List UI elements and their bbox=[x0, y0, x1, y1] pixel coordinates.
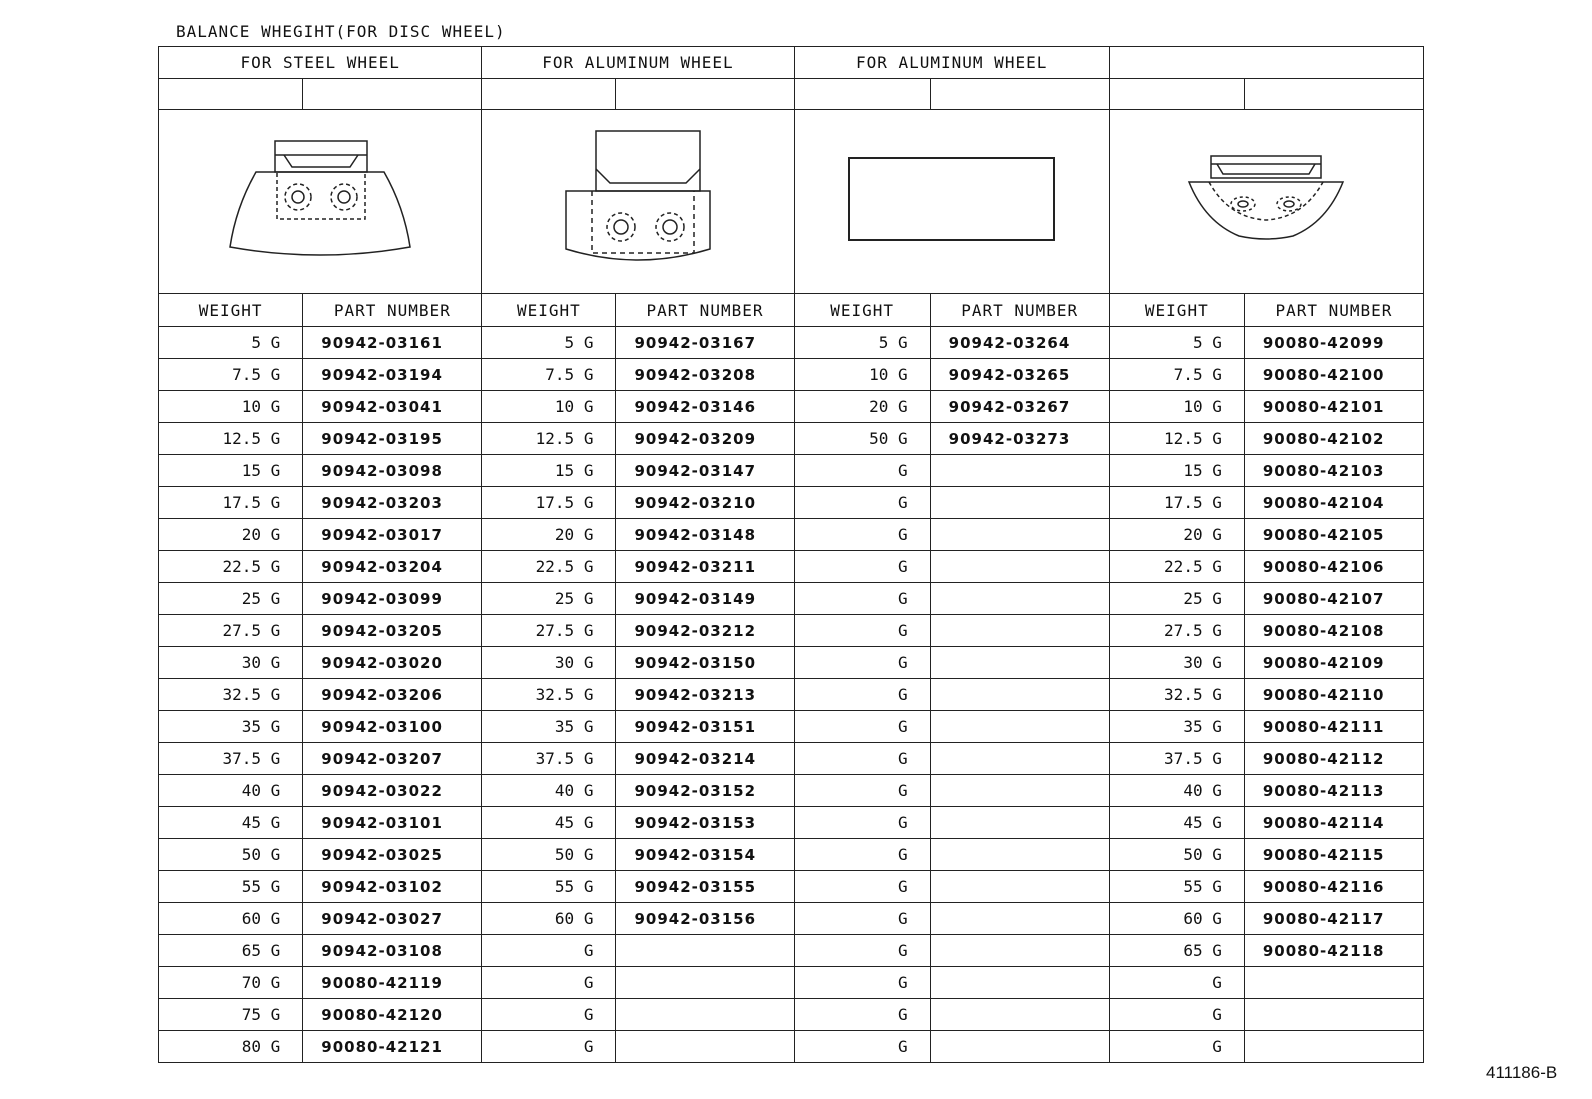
part-number-cell: 90942-03210 bbox=[616, 487, 794, 519]
weight-cell: 55 G bbox=[159, 871, 303, 903]
part-number-cell bbox=[1244, 967, 1423, 999]
weight-cell: 60 G bbox=[159, 903, 303, 935]
part-number-cell: 90080-42117 bbox=[1244, 903, 1423, 935]
weight-cell: 10 G bbox=[482, 391, 616, 423]
part-number-cell bbox=[930, 743, 1109, 775]
weight-cell: 30 G bbox=[1109, 647, 1244, 679]
table-row bbox=[159, 967, 1424, 999]
table-row bbox=[159, 647, 1424, 679]
weight-cell: 22.5 G bbox=[1109, 551, 1244, 583]
weight-cell: G bbox=[794, 647, 930, 679]
table-row bbox=[159, 807, 1424, 839]
weight-cell: 17.5 G bbox=[482, 487, 616, 519]
weight-cell: 17.5 G bbox=[1109, 487, 1244, 519]
weight-cell: G bbox=[794, 583, 930, 615]
weight-cell: 27.5 G bbox=[159, 615, 303, 647]
part-number-cell: 90942-03167 bbox=[616, 327, 794, 359]
weight-cell: 7.5 G bbox=[159, 359, 303, 391]
part-number-cell: 90942-03267 bbox=[930, 391, 1109, 423]
part-number-cell: 90080-42110 bbox=[1244, 679, 1423, 711]
part-number-cell: 90942-03264 bbox=[930, 327, 1109, 359]
blank-cell bbox=[794, 79, 930, 110]
weight-cell: G bbox=[794, 967, 930, 999]
part-number-cell bbox=[930, 551, 1109, 583]
weight-cell: 22.5 G bbox=[159, 551, 303, 583]
adhesive-weight-icon bbox=[846, 155, 1058, 245]
part-number-cell: 90942-03020 bbox=[303, 647, 482, 679]
weight-cell: 15 G bbox=[159, 455, 303, 487]
weight-cell: 27.5 G bbox=[1109, 615, 1244, 647]
aluminum-clip-weight-illustration bbox=[482, 110, 794, 294]
part-number-cell bbox=[930, 775, 1109, 807]
weight-cell: 60 G bbox=[1109, 903, 1244, 935]
weight-cell: 45 G bbox=[1109, 807, 1244, 839]
part-number-cell: 90080-42114 bbox=[1244, 807, 1423, 839]
part-number-cell: 90942-03194 bbox=[303, 359, 482, 391]
weight-cell: 10 G bbox=[1109, 391, 1244, 423]
part-number-cell: 90942-03147 bbox=[616, 455, 794, 487]
weight-cell: G bbox=[794, 615, 930, 647]
part-number-cell: 90942-03205 bbox=[303, 615, 482, 647]
weight-cell: 20 G bbox=[159, 519, 303, 551]
weight-cell: G bbox=[794, 743, 930, 775]
table-row bbox=[159, 903, 1424, 935]
part-number-cell: 90080-42107 bbox=[1244, 583, 1423, 615]
part-number-cell: 90080-42100 bbox=[1244, 359, 1423, 391]
weight-cell: 50 G bbox=[1109, 839, 1244, 871]
weight-cell: 50 G bbox=[159, 839, 303, 871]
weight-cell: G bbox=[794, 519, 930, 551]
part-number-cell: 90942-03155 bbox=[616, 871, 794, 903]
weight-rows bbox=[159, 327, 1424, 1063]
weight-cell: 20 G bbox=[482, 519, 616, 551]
table-row bbox=[159, 519, 1424, 551]
part-number-cell: 90942-03102 bbox=[303, 871, 482, 903]
weight-cell: G bbox=[794, 871, 930, 903]
part-number-cell bbox=[616, 1031, 794, 1063]
part-number-cell: 90080-42106 bbox=[1244, 551, 1423, 583]
part-number-cell bbox=[930, 487, 1109, 519]
weight-cell: 12.5 G bbox=[159, 423, 303, 455]
weight-cell: G bbox=[482, 999, 616, 1031]
part-number-cell bbox=[930, 903, 1109, 935]
part-number-cell: 90942-03153 bbox=[616, 807, 794, 839]
weight-cell: 50 G bbox=[482, 839, 616, 871]
document-title: BALANCE WHEGIHT(FOR DISC WHEEL) bbox=[176, 22, 506, 41]
weight-cell: 55 G bbox=[482, 871, 616, 903]
table-row bbox=[159, 679, 1424, 711]
part-number-cell: 90080-42105 bbox=[1244, 519, 1423, 551]
weight-cell: 65 G bbox=[159, 935, 303, 967]
part-number-cell: 90942-03146 bbox=[616, 391, 794, 423]
weight-cell: 10 G bbox=[159, 391, 303, 423]
table-row bbox=[159, 999, 1424, 1031]
part-number-cell bbox=[930, 999, 1109, 1031]
part-number-cell bbox=[930, 583, 1109, 615]
table-row bbox=[159, 743, 1424, 775]
weight-cell: 45 G bbox=[159, 807, 303, 839]
weight-cell: 45 G bbox=[482, 807, 616, 839]
aluminum-weight-clip-icon bbox=[548, 125, 728, 275]
weight-cell: 25 G bbox=[482, 583, 616, 615]
part-number-cell bbox=[930, 1031, 1109, 1063]
column-header-weight: WEIGHT bbox=[794, 294, 930, 327]
part-number-cell: 90942-03273 bbox=[930, 423, 1109, 455]
part-number-cell: 90942-03195 bbox=[303, 423, 482, 455]
column-header-part-number: PART NUMBER bbox=[303, 294, 482, 327]
table-row bbox=[159, 455, 1424, 487]
part-number-cell: 90942-03027 bbox=[303, 903, 482, 935]
blank-cell bbox=[482, 79, 616, 110]
part-number-cell bbox=[930, 839, 1109, 871]
part-number-cell bbox=[930, 679, 1109, 711]
table-row bbox=[159, 1031, 1424, 1063]
weight-cell: 30 G bbox=[482, 647, 616, 679]
weight-cell: G bbox=[794, 487, 930, 519]
weight-cell: 35 G bbox=[482, 711, 616, 743]
weight-cell: 20 G bbox=[794, 391, 930, 423]
balance-weight-table bbox=[158, 46, 1424, 1063]
weight-cell: 35 G bbox=[159, 711, 303, 743]
part-number-cell: 90942-03206 bbox=[303, 679, 482, 711]
column-header-part-number: PART NUMBER bbox=[616, 294, 794, 327]
weight-cell: 37.5 G bbox=[1109, 743, 1244, 775]
part-number-cell bbox=[616, 967, 794, 999]
weight-cell: 22.5 G bbox=[482, 551, 616, 583]
part-number-cell: 90942-03017 bbox=[303, 519, 482, 551]
part-number-cell: 90080-42113 bbox=[1244, 775, 1423, 807]
weight-cell: 70 G bbox=[159, 967, 303, 999]
adhesive-weight-illustration bbox=[794, 110, 1109, 294]
weight-cell: 40 G bbox=[482, 775, 616, 807]
part-number-cell: 90942-03265 bbox=[930, 359, 1109, 391]
part-number-cell: 90942-03151 bbox=[616, 711, 794, 743]
part-number-cell: 90942-03099 bbox=[303, 583, 482, 615]
column-header-part-number: PART NUMBER bbox=[1244, 294, 1423, 327]
table-row bbox=[159, 711, 1424, 743]
weight-cell: G bbox=[482, 935, 616, 967]
column-header-row bbox=[159, 294, 1424, 327]
part-number-cell: 90080-42102 bbox=[1244, 423, 1423, 455]
steel-weight-illustration bbox=[159, 110, 482, 294]
part-number-cell bbox=[930, 711, 1109, 743]
part-number-cell: 90080-42103 bbox=[1244, 455, 1423, 487]
weight-cell: 40 G bbox=[1109, 775, 1244, 807]
part-number-cell: 90942-03154 bbox=[616, 839, 794, 871]
part-number-cell bbox=[616, 999, 794, 1031]
group-heading-blank bbox=[1109, 47, 1423, 79]
part-number-cell: 90080-42118 bbox=[1244, 935, 1423, 967]
weight-cell: 20 G bbox=[1109, 519, 1244, 551]
part-number-cell bbox=[930, 807, 1109, 839]
weight-cell: 32.5 G bbox=[159, 679, 303, 711]
part-number-cell: 90942-03148 bbox=[616, 519, 794, 551]
part-number-cell: 90080-42104 bbox=[1244, 487, 1423, 519]
weight-cell: 40 G bbox=[159, 775, 303, 807]
figure-code: 411186-B bbox=[1486, 1063, 1558, 1082]
weight-cell: 55 G bbox=[1109, 871, 1244, 903]
part-number-cell: 90942-03156 bbox=[616, 903, 794, 935]
part-number-cell: 90942-03100 bbox=[303, 711, 482, 743]
weight-cell: G bbox=[794, 935, 930, 967]
part-number-cell: 90942-03022 bbox=[303, 775, 482, 807]
part-number-cell: 90942-03208 bbox=[616, 359, 794, 391]
steel-weight-clip-icon bbox=[222, 135, 418, 265]
blank-cell bbox=[930, 79, 1109, 110]
weight-cell: 5 G bbox=[1109, 327, 1244, 359]
weight-cell: G bbox=[794, 903, 930, 935]
part-number-cell: 90942-03161 bbox=[303, 327, 482, 359]
blank-cell bbox=[616, 79, 794, 110]
weight-cell: 5 G bbox=[159, 327, 303, 359]
blank-cell bbox=[1244, 79, 1423, 110]
part-number-cell: 90080-42111 bbox=[1244, 711, 1423, 743]
part-number-cell: 90080-42109 bbox=[1244, 647, 1423, 679]
blank-cell bbox=[159, 79, 303, 110]
weight-cell: 12.5 G bbox=[1109, 423, 1244, 455]
part-number-cell bbox=[930, 647, 1109, 679]
weight-cell: G bbox=[794, 711, 930, 743]
part-number-cell: 90080-42108 bbox=[1244, 615, 1423, 647]
table-row bbox=[159, 839, 1424, 871]
part-number-cell: 90080-42116 bbox=[1244, 871, 1423, 903]
part-number-cell: 90080-42099 bbox=[1244, 327, 1423, 359]
weight-cell: 32.5 G bbox=[1109, 679, 1244, 711]
part-number-cell bbox=[930, 935, 1109, 967]
part-number-cell: 90080-42101 bbox=[1244, 391, 1423, 423]
weight-cell: G bbox=[794, 679, 930, 711]
part-number-cell: 90942-03212 bbox=[616, 615, 794, 647]
part-number-cell bbox=[1244, 1031, 1423, 1063]
weight-cell: G bbox=[794, 551, 930, 583]
weight-cell: 7.5 G bbox=[482, 359, 616, 391]
weight-cell: 75 G bbox=[159, 999, 303, 1031]
part-number-cell: 90942-03203 bbox=[303, 487, 482, 519]
weight-cell: 30 G bbox=[159, 647, 303, 679]
weight-cell: G bbox=[794, 1031, 930, 1063]
weight-cell: 50 G bbox=[794, 423, 930, 455]
weight-cell: 5 G bbox=[794, 327, 930, 359]
weight-cell: G bbox=[1109, 1031, 1244, 1063]
table-row bbox=[159, 359, 1424, 391]
weight-cell: G bbox=[794, 775, 930, 807]
small-weight-clip-icon bbox=[1181, 150, 1351, 250]
table-row bbox=[159, 935, 1424, 967]
weight-cell: 65 G bbox=[1109, 935, 1244, 967]
weight-cell: 10 G bbox=[794, 359, 930, 391]
weight-cell: 12.5 G bbox=[482, 423, 616, 455]
column-header-weight: WEIGHT bbox=[1109, 294, 1244, 327]
weight-cell: G bbox=[482, 967, 616, 999]
table-row bbox=[159, 423, 1424, 455]
blank-cell bbox=[1109, 79, 1244, 110]
part-number-cell: 90942-03207 bbox=[303, 743, 482, 775]
weight-cell: 15 G bbox=[1109, 455, 1244, 487]
group-heading-aluminum-wheel-clip: FOR ALUMINUM WHEEL bbox=[482, 47, 794, 79]
weight-cell: G bbox=[1109, 999, 1244, 1031]
weight-cell: 25 G bbox=[159, 583, 303, 615]
weight-cell: G bbox=[794, 455, 930, 487]
part-number-cell: 90942-03041 bbox=[303, 391, 482, 423]
weight-cell: 35 G bbox=[1109, 711, 1244, 743]
part-number-cell: 90080-42112 bbox=[1244, 743, 1423, 775]
table-row bbox=[159, 583, 1424, 615]
column-header-part-number: PART NUMBER bbox=[930, 294, 1109, 327]
part-number-cell: 90080-42119 bbox=[303, 967, 482, 999]
part-number-cell: 90942-03101 bbox=[303, 807, 482, 839]
table-row bbox=[159, 551, 1424, 583]
table-row bbox=[159, 487, 1424, 519]
weight-cell: 37.5 G bbox=[159, 743, 303, 775]
part-number-cell: 90080-42120 bbox=[303, 999, 482, 1031]
weight-cell: 80 G bbox=[159, 1031, 303, 1063]
weight-cell: 27.5 G bbox=[482, 615, 616, 647]
part-number-cell: 90942-03209 bbox=[616, 423, 794, 455]
weight-cell: 32.5 G bbox=[482, 679, 616, 711]
weight-cell: G bbox=[794, 839, 930, 871]
table-row bbox=[159, 327, 1424, 359]
weight-cell: 15 G bbox=[482, 455, 616, 487]
part-number-cell bbox=[930, 519, 1109, 551]
table-row bbox=[159, 391, 1424, 423]
weight-cell: G bbox=[1109, 967, 1244, 999]
weight-cell: G bbox=[794, 999, 930, 1031]
weight-cell: 5 G bbox=[482, 327, 616, 359]
blank-cell bbox=[303, 79, 482, 110]
table-row bbox=[159, 871, 1424, 903]
part-number-cell: 90942-03152 bbox=[616, 775, 794, 807]
small-weight-illustration bbox=[1109, 110, 1423, 294]
weight-cell: G bbox=[482, 1031, 616, 1063]
part-number-cell: 90942-03149 bbox=[616, 583, 794, 615]
group-heading-steel-wheel: FOR STEEL WHEEL bbox=[159, 47, 482, 79]
weight-cell: 17.5 G bbox=[159, 487, 303, 519]
part-number-cell: 90942-03211 bbox=[616, 551, 794, 583]
illustration-row bbox=[159, 110, 1424, 294]
part-number-cell bbox=[1244, 999, 1423, 1031]
weight-cell: 60 G bbox=[482, 903, 616, 935]
group-heading-row bbox=[159, 47, 1424, 79]
part-number-cell: 90942-03214 bbox=[616, 743, 794, 775]
weight-cell: 37.5 G bbox=[482, 743, 616, 775]
part-number-cell: 90942-03204 bbox=[303, 551, 482, 583]
part-number-cell: 90942-03098 bbox=[303, 455, 482, 487]
blank-row bbox=[159, 79, 1424, 110]
part-number-cell: 90080-42115 bbox=[1244, 839, 1423, 871]
column-header-weight: WEIGHT bbox=[159, 294, 303, 327]
part-number-cell bbox=[930, 871, 1109, 903]
group-heading-aluminum-wheel-adhesive: FOR ALUMINUM WHEEL bbox=[794, 47, 1109, 79]
weight-cell: G bbox=[794, 807, 930, 839]
part-number-cell bbox=[930, 615, 1109, 647]
table-row bbox=[159, 615, 1424, 647]
part-number-cell bbox=[616, 935, 794, 967]
weight-cell: 25 G bbox=[1109, 583, 1244, 615]
part-number-cell: 90942-03108 bbox=[303, 935, 482, 967]
part-number-cell bbox=[930, 967, 1109, 999]
part-number-cell: 90942-03025 bbox=[303, 839, 482, 871]
part-number-cell: 90942-03213 bbox=[616, 679, 794, 711]
weight-cell: 7.5 G bbox=[1109, 359, 1244, 391]
part-number-cell: 90080-42121 bbox=[303, 1031, 482, 1063]
table-row bbox=[159, 775, 1424, 807]
column-header-weight: WEIGHT bbox=[482, 294, 616, 327]
part-number-cell bbox=[930, 455, 1109, 487]
part-number-cell: 90942-03150 bbox=[616, 647, 794, 679]
